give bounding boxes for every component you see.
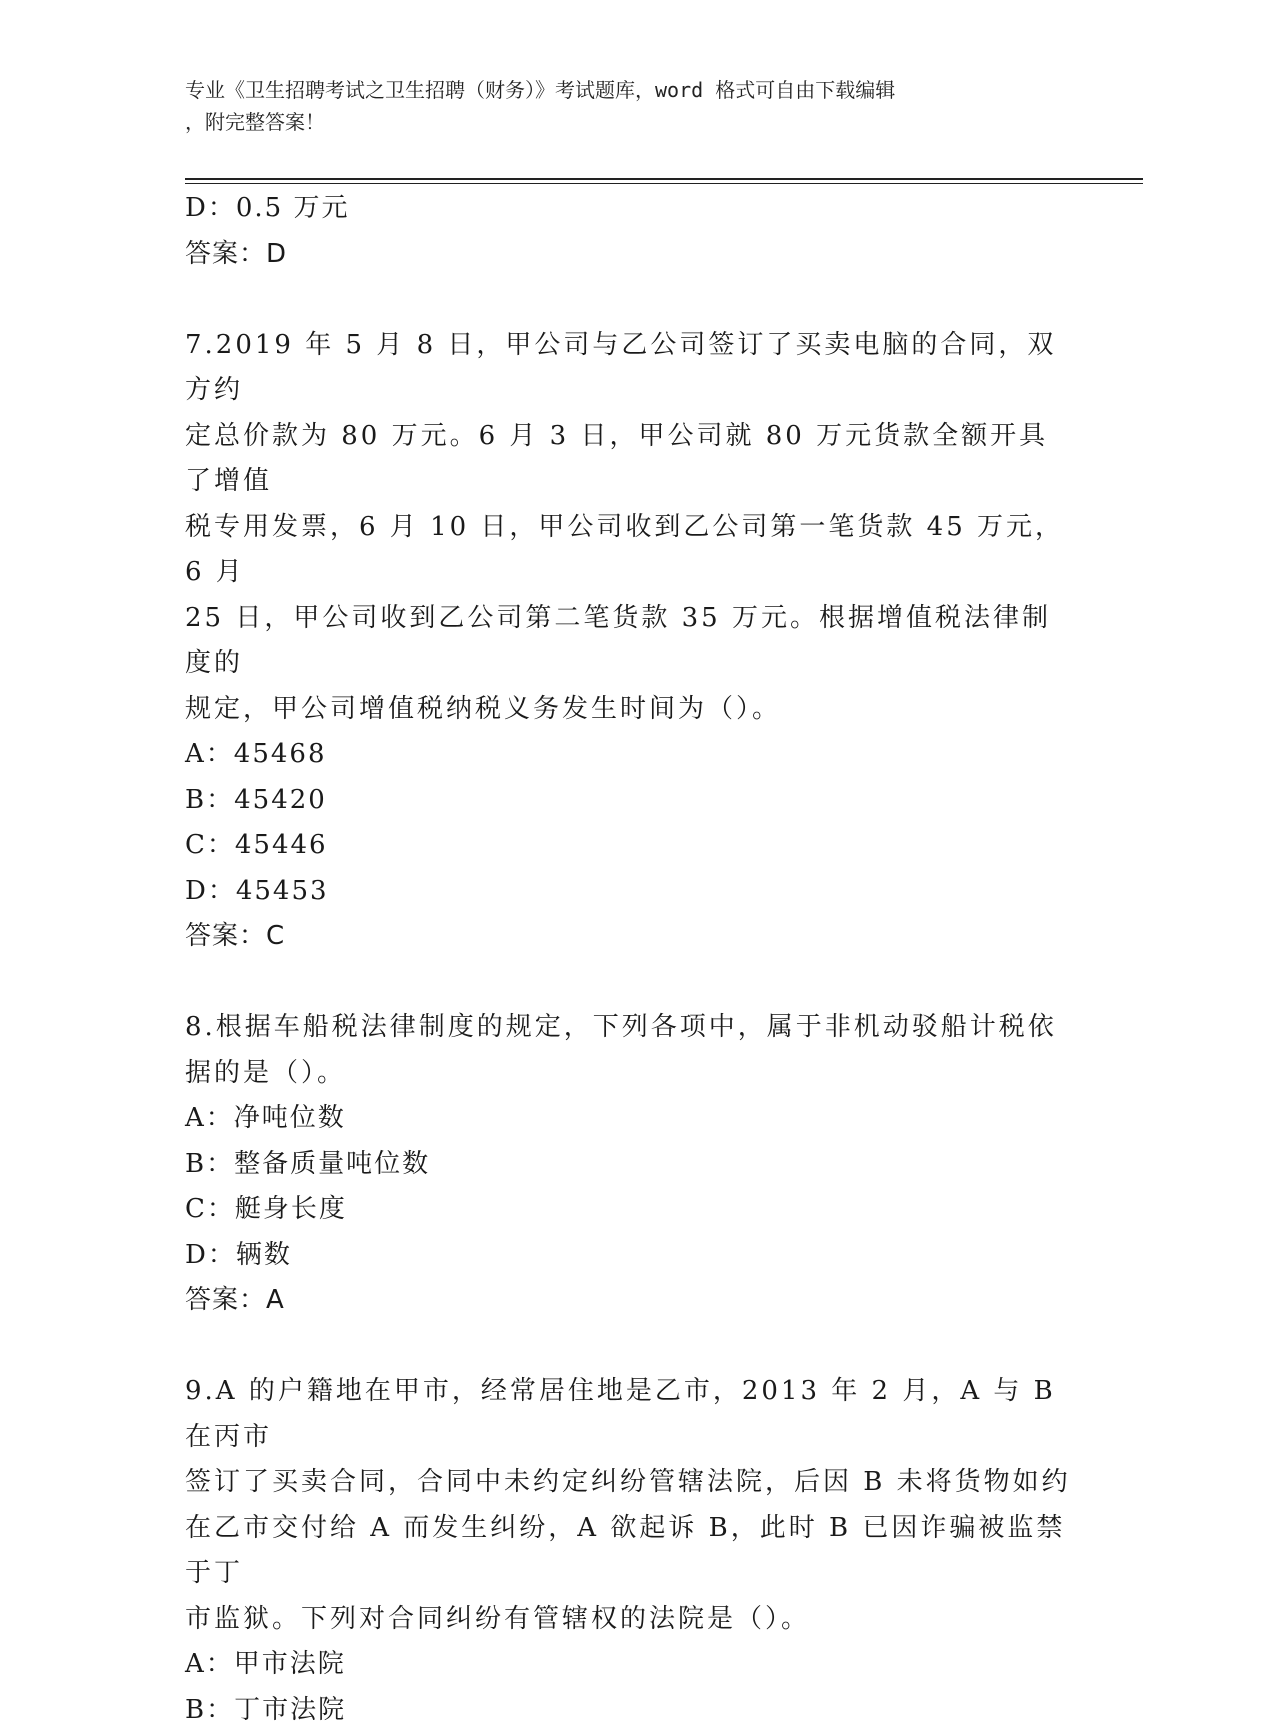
question-text-line: 在乙市交付给 A 而发生纠纷，A 欲起诉 B，此时 B 已因诈骗被监禁于丁 [185,1506,1075,1597]
document-header [185,74,1065,138]
spacer [185,1324,1075,1370]
question-text-line: 7.2019 年 5 月 8 日，甲公司与乙公司签订了买卖电脑的合同，双方约 [185,323,1075,414]
header-line-2: ，附完整答案！ [185,106,1065,138]
header-divider-thick [185,178,1143,180]
option-d: D：辆数 [185,1233,1075,1279]
question-text-line: 据的是（）。 [185,1051,1075,1097]
question-7 [185,323,1075,960]
option-d: D：45453 [185,869,1075,915]
header-divider-thin [185,183,1143,184]
question-text-line: 25 日，甲公司收到乙公司第二笔货款 35 万元。根据增值税法律制度的 [185,596,1075,687]
question-8 [185,1005,1075,1324]
option-c: C：艇身长度 [185,1187,1075,1233]
question-text-line: 8.根据车船税法律制度的规定，下列各项中，属于非机动驳船计税依 [185,1005,1075,1051]
spacer [185,960,1075,1006]
document-body [185,186,1075,1733]
option-a: A：甲市法院 [185,1642,1075,1688]
answer-line: 答案：D [185,232,1075,278]
question-9 [185,1369,1075,1733]
spacer [185,277,1075,323]
question-text-line: 9.A 的户籍地在甲市，经常居住地是乙市，2013 年 2 月，A 与 B 在丙市 [185,1369,1075,1460]
option-b: B：45420 [185,778,1075,824]
option-a: A：净吨位数 [185,1096,1075,1142]
option-a: A：45468 [185,732,1075,778]
option-d: D：0.5 万元 [185,186,1075,232]
question-text-line: 签订了买卖合同，合同中未约定纠纷管辖法院，后因 B 未将货物如约 [185,1460,1075,1506]
question-text-line: 市监狱。下列对合同纠纷有管辖权的法院是（）。 [185,1597,1075,1643]
question-text-line: 定总价款为 80 万元。6 月 3 日，甲公司就 80 万元货款全额开具了增值 [185,414,1075,505]
option-b: B：丁市法院 [185,1688,1075,1733]
question-text-line: 税专用发票，6 月 10 日，甲公司收到乙公司第一笔货款 45 万元，6 月 [185,505,1075,596]
option-c: C：45446 [185,823,1075,869]
header-line-1: 专业《卫生招聘考试之卫生招聘（财务）》考试题库，word 格式可自由下载编辑 [185,74,1065,106]
question-text-line: 规定，甲公司增值税纳税义务发生时间为（）。 [185,687,1075,733]
answer-line: 答案：A [185,1278,1075,1324]
option-b: B：整备质量吨位数 [185,1142,1075,1188]
answer-line: 答案：C [185,914,1075,960]
